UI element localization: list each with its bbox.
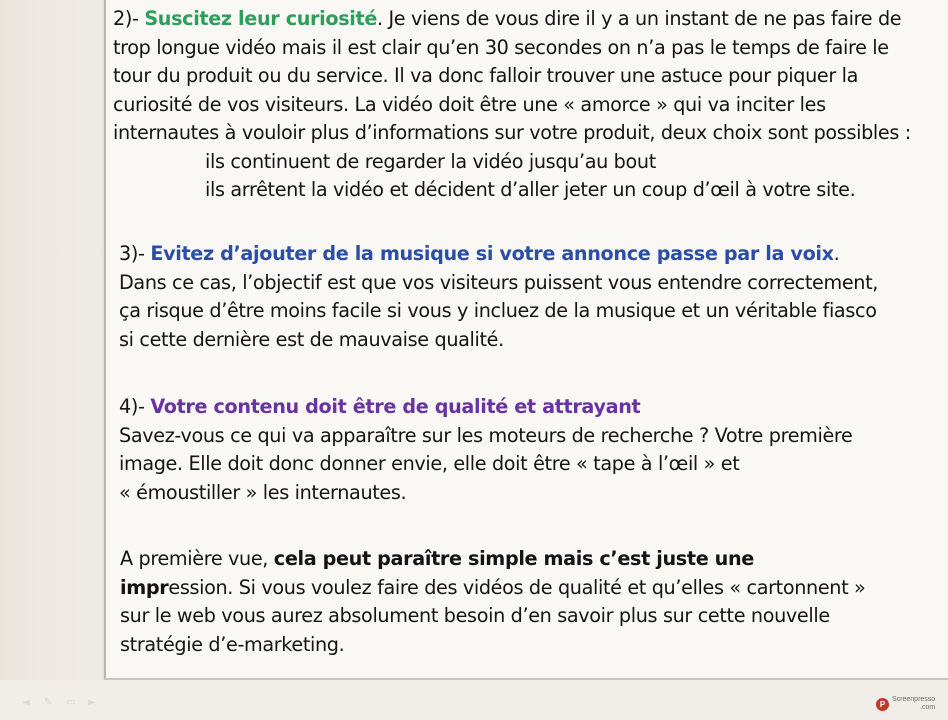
section-3-number: 3)- bbox=[119, 242, 151, 265]
section-2-text: . Je viens de vous dire il y a un instant de ne pas faire de bbox=[377, 7, 902, 30]
section-4-line-2: Savez-vous ce qui va apparaître sur les moteurs de recherche ? Votre première bbox=[119, 423, 853, 447]
slide-border-left bbox=[104, 0, 106, 680]
section-3-line-2: Dans ce cas, l’objectif est que vos visiteurs puissent vous entendre correctement, bbox=[119, 270, 879, 294]
section-2-line-1 bbox=[113, 5, 911, 34]
section-2-line-5: internautes à vouloir plus d’informations sur votre produit, deux choix sont possibles : bbox=[113, 121, 911, 144]
section-3-title-end: . bbox=[833, 242, 840, 265]
section-3-line-3: ça risque d’être moins facile si vous y incluez de la musique et un véritable fiasco bbox=[119, 299, 877, 322]
section-2-line-3: tour du produit ou du service. Il va donc falloir trouver une astuce pour piquer la bbox=[113, 64, 859, 87]
conclusion bbox=[120, 545, 865, 659]
screenpresso-watermark bbox=[876, 696, 935, 712]
section-2-line-4: curiosité de vos visiteurs. La vidéo doit être une « amorce » qui va inciter les bbox=[113, 92, 826, 116]
section-4 bbox=[119, 393, 853, 507]
watermark-text bbox=[892, 696, 935, 712]
conclusion-line-2 bbox=[120, 574, 865, 603]
section-2-number: 2)- bbox=[113, 7, 145, 30]
section-2-title: Suscitez leur curiosité bbox=[144, 7, 377, 30]
conclusion-bold-2: impr bbox=[120, 575, 169, 599]
next-slide-icon[interactable]: ► bbox=[88, 697, 96, 708]
section-3-title: Evitez d’ajouter de la musique si votre annonce passe par la voix bbox=[150, 242, 834, 265]
conclusion-text-2: ession. Si vous voulez faire des vidéos de qualité et qu’elles « cartonnent » bbox=[168, 575, 866, 599]
section-2-choice-1: ils continuent de regarder la vidéo jusqu’au bout bbox=[205, 149, 656, 173]
conclusion-line-1 bbox=[120, 545, 865, 574]
bottom-bar bbox=[0, 680, 948, 720]
slide-menu-icon[interactable]: ▭ bbox=[66, 697, 76, 708]
section-4-title: Votre contenu doit être de qualité et attrayant bbox=[150, 395, 641, 418]
conclusion-intro: A première vue, bbox=[120, 547, 274, 570]
section-3-line-4: si cette dernière est de mauvaise qualité. bbox=[119, 327, 504, 351]
section-4-number: 4)- bbox=[119, 395, 151, 418]
conclusion-line-3: sur le web vous aurez absolument besoin d’en savoir plus sur cette nouvelle bbox=[120, 604, 830, 627]
section-4-line-3: image. Elle doit donc donner envie, elle doit être « tape à l’œil » et bbox=[119, 452, 740, 475]
screenpresso-logo-icon: P bbox=[876, 698, 889, 711]
pen-icon[interactable]: ✎ bbox=[44, 697, 53, 708]
section-4-line-4: « émoustiller » les internautes. bbox=[119, 480, 407, 504]
watermark-line-2: .com bbox=[920, 704, 936, 711]
section-4-line-1 bbox=[119, 393, 853, 422]
section-2-line-2: trop longue vidéo mais il est clair qu’en 30 secondes on n’a pas le temps de faire le bbox=[113, 35, 889, 59]
section-2-choice-2: ils arrêtent la vidéo et décident d’aller jeter un coup d’œil à votre site. bbox=[205, 178, 856, 201]
previous-slide-icon[interactable]: ◄ bbox=[22, 697, 30, 708]
section-3-line-1 bbox=[119, 240, 878, 269]
section-2 bbox=[113, 5, 911, 205]
section-3 bbox=[119, 240, 878, 354]
left-margin bbox=[0, 0, 105, 720]
conclusion-bold-1: cela peut paraître simple mais c’est juste une bbox=[273, 547, 754, 570]
watermark-line-1: Screenpresso bbox=[892, 696, 936, 703]
conclusion-line-4: stratégie d’e-marketing. bbox=[120, 632, 345, 656]
